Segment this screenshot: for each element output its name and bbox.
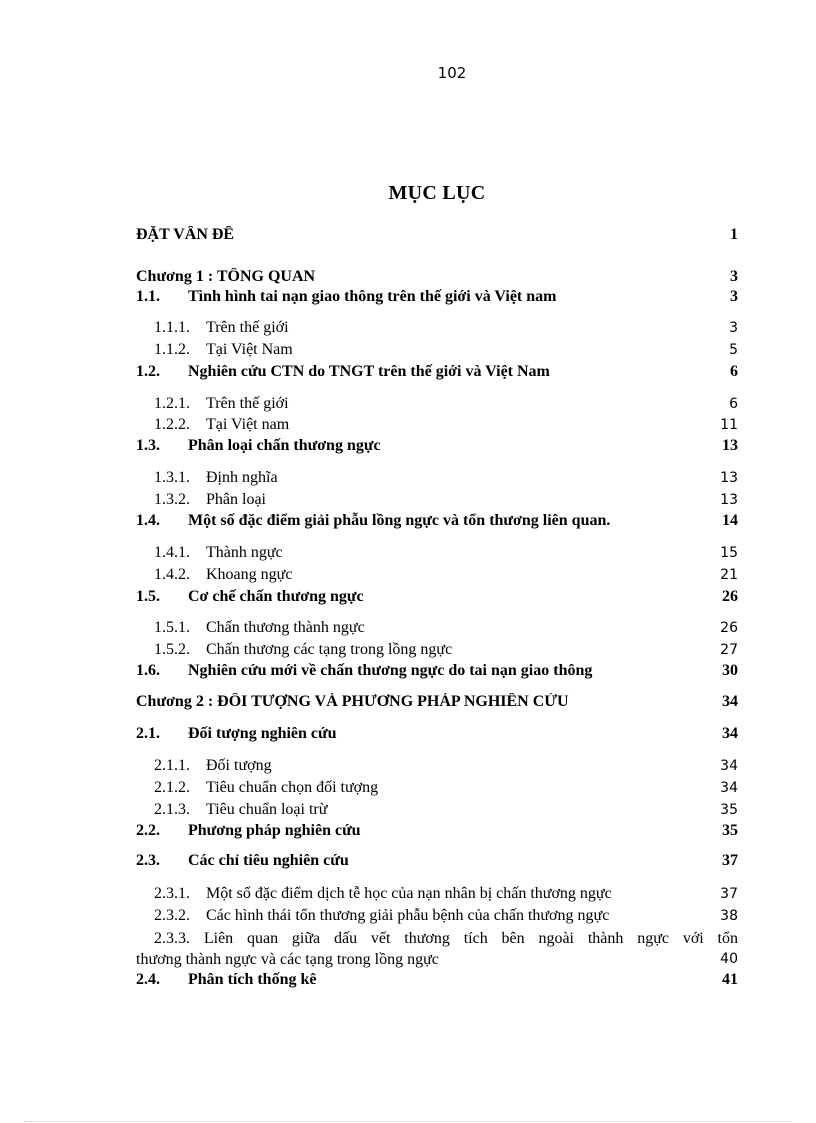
toc-entry-label: ĐẶT VẤN ĐỀ — [136, 226, 235, 243]
toc-entry-page: 27 — [720, 642, 738, 658]
toc-entry-number: 1.2.2. — [154, 416, 190, 433]
toc-entry-1-4[interactable] — [136, 512, 738, 532]
toc-entry-label: Nghiên cứu mới về chấn thương ngực do tai nạn giao thông — [188, 662, 593, 679]
toc-entry-page: 26 — [720, 620, 738, 636]
toc-entry-page: 3 — [730, 268, 738, 285]
toc-entry-number: 2.1. — [136, 725, 160, 742]
toc-entry-number: 1.6. — [136, 662, 160, 679]
toc-entry-page: 38 — [720, 908, 738, 924]
toc-entry-page: 37 — [722, 852, 738, 869]
toc-entry-intro[interactable] — [136, 226, 738, 246]
toc-entry-number: 2.1.1. — [154, 757, 190, 774]
toc-entry-page: 6 — [730, 363, 738, 380]
toc-entry-1-1[interactable] — [136, 288, 738, 308]
toc-entry-number: 2.1.3. — [154, 801, 190, 818]
toc-entry-page: 37 — [720, 886, 738, 902]
toc-entry-2-1-1[interactable] — [136, 757, 738, 777]
toc-entry-page: 34 — [722, 725, 738, 742]
toc-entry-number: 2.3.3. — [154, 930, 190, 947]
toc-entry-label-line1: Liên quan giữa dấu vết thương tích bên ngoài thành ngực với tổn — [203, 930, 739, 947]
toc-entry-label: Thành ngực — [206, 544, 283, 561]
toc-entry-2-2[interactable] — [136, 822, 738, 842]
toc-entry-2-3-1[interactable] — [136, 885, 738, 905]
toc-entry-chapter-1[interactable] — [136, 268, 738, 288]
toc-entry-number: 1.1.1. — [154, 319, 190, 336]
toc-entry-label: Trên thế giới — [206, 395, 289, 412]
toc-entry-number: 1.4. — [136, 512, 160, 529]
toc-entry-label: Các hình thái tổn thương giải phẫu bệnh của chấn thương ngực — [206, 907, 610, 924]
toc-entry-chapter-2[interactable] — [136, 693, 738, 713]
toc-entry-page: 5 — [729, 342, 738, 358]
toc-entry-2-3-2[interactable] — [136, 907, 738, 927]
toc-entry-1-3-2[interactable] — [136, 491, 738, 511]
toc-entry-page: 21 — [720, 567, 738, 583]
toc-entry-1-1-2[interactable] — [136, 341, 738, 361]
toc-entry-2-3[interactable] — [136, 852, 738, 872]
toc-entry-label: Nghiên cứu CTN do TNGT trên thế giới và Việt Nam — [188, 363, 550, 380]
toc-entry-label: Đối tượng nghiên cứu — [188, 725, 337, 742]
toc-entry-label: Trên thế giới — [206, 319, 289, 336]
toc-entry-number: 1.3.1. — [154, 469, 190, 486]
toc-entry-page: 1 — [730, 226, 738, 243]
toc-entry-number: 2.2. — [136, 822, 160, 839]
toc-entry-1-2-2[interactable] — [136, 416, 738, 436]
toc-entry-label: Phân loại chấn thương ngực — [188, 437, 381, 454]
toc-entry-page: 34 — [720, 780, 738, 796]
page-bottom-border — [24, 1121, 792, 1122]
toc-entry-1-5-1[interactable] — [136, 619, 738, 639]
toc-entry-page: 3 — [729, 320, 738, 336]
toc-entry-number: 2.3.1. — [154, 885, 190, 902]
toc-entry-label: Các chỉ tiêu nghiên cứu — [188, 852, 349, 869]
toc-entry-page: 40 — [720, 951, 738, 967]
toc-entry-label: Tại Việt nam — [206, 416, 290, 433]
toc-entry-2-3-3[interactable] — [136, 928, 738, 970]
toc-entry-label: Chương 1 : TỔNG QUAN — [136, 268, 316, 285]
toc-entry-page: 34 — [720, 758, 738, 774]
toc-entry-label: Phân loại — [206, 491, 266, 508]
toc-entry-page: 13 — [720, 492, 738, 508]
toc-entry-label: Tiêu chuẩn loại trừ — [206, 801, 328, 818]
toc-entry-number: 1.5. — [136, 588, 160, 605]
toc-entry-1-2[interactable] — [136, 363, 738, 383]
toc-entry-page: 6 — [729, 396, 738, 412]
toc-entry-1-6[interactable] — [136, 662, 738, 682]
toc-entry-number: 2.3.2. — [154, 907, 190, 924]
toc-entry-page: 35 — [720, 802, 738, 818]
toc-entry-number: 2.4. — [136, 971, 160, 988]
toc-entry-1-5-2[interactable] — [136, 641, 738, 661]
toc-entry-1-2-1[interactable] — [136, 395, 738, 415]
toc-entry-number: 1.2.1. — [154, 395, 190, 412]
toc-entry-label: Chấn thương thành ngực — [206, 619, 365, 636]
toc-entry-number: 1.5.1. — [154, 619, 190, 636]
toc-entry-number: 1.1. — [136, 288, 160, 305]
toc-entry-label: Khoang ngực — [206, 566, 293, 583]
toc-entry-page: 26 — [722, 588, 738, 605]
toc-entry-label: Một số đặc điểm dịch tễ học của nạn nhân bị chấn thương ngực — [206, 885, 612, 902]
toc-entry-number: 1.2. — [136, 363, 160, 380]
toc-entry-page: 34 — [722, 693, 738, 710]
toc-entry-label: Phân tích thống kê — [188, 971, 317, 988]
toc-entry-page: 13 — [722, 437, 738, 454]
toc-entry-label: Tình hình tai nạn giao thông trên thế giới và Việt nam — [188, 288, 557, 305]
toc-entry-2-1-2[interactable] — [136, 779, 738, 799]
toc-entry-number: 1.1.2. — [154, 341, 190, 358]
toc-entry-1-3[interactable] — [136, 437, 738, 457]
toc-entry-page: 13 — [720, 470, 738, 486]
toc-entry-page: 15 — [720, 545, 738, 561]
toc-entry-number: 1.4.1. — [154, 544, 190, 561]
toc-entry-page: 30 — [722, 662, 738, 679]
toc-entry-number: 2.3. — [136, 852, 160, 869]
toc-entry-label: Tiêu chuẩn chọn đối tượng — [206, 779, 379, 796]
toc-entry-number: 2.1.2. — [154, 779, 190, 796]
toc-entry-2-1-3[interactable] — [136, 801, 738, 821]
toc-entry-1-3-1[interactable] — [136, 469, 738, 489]
toc-entry-label: Chương 2 : ĐỐI TƯỢNG VÀ PHƯƠNG PHÁP NGHIÊN CỨU — [136, 693, 569, 710]
toc-entry-label-line2: thương thành ngực và các tạng trong lồng ngực — [136, 951, 439, 968]
toc-entry-page: 35 — [722, 822, 738, 839]
toc-entry-page: 14 — [722, 512, 738, 529]
toc-entry-page: 41 — [722, 971, 738, 988]
toc-entry-number: 1.3. — [136, 437, 160, 454]
toc-entry-1-1-1[interactable] — [136, 319, 738, 339]
toc-entry-2-4[interactable] — [136, 971, 738, 991]
toc-entry-1-4-1[interactable] — [136, 544, 738, 564]
toc-entry-number: 1.4.2. — [154, 566, 190, 583]
toc-entry-number: 1.3.2. — [154, 491, 190, 508]
toc-entry-label: Chấn thương các tạng trong lồng ngực — [206, 641, 453, 658]
toc-entry-label: Đối tượng — [206, 757, 272, 774]
toc-entry-label: Định nghĩa — [206, 469, 278, 486]
page-number: 102 — [437, 64, 467, 82]
toc-entry-label: Cơ chế chấn thương ngực — [188, 588, 364, 605]
toc-title: MỤC LỤC — [388, 182, 486, 204]
toc-entry-number: 1.5.2. — [154, 641, 190, 658]
toc-entry-2-1[interactable] — [136, 725, 738, 745]
toc-entry-label: Tại Việt Nam — [206, 341, 293, 358]
toc-entry-label: Phương pháp nghiên cứu — [188, 822, 361, 839]
toc-entry-page: 11 — [720, 417, 738, 433]
toc-entry-page: 3 — [730, 288, 738, 305]
toc-entry-1-4-2[interactable] — [136, 566, 738, 586]
toc-entry-label: Một số đặc điểm giải phẫu lồng ngực và tổn thương liên quan. — [188, 512, 611, 529]
toc-entry-1-5[interactable] — [136, 588, 738, 608]
